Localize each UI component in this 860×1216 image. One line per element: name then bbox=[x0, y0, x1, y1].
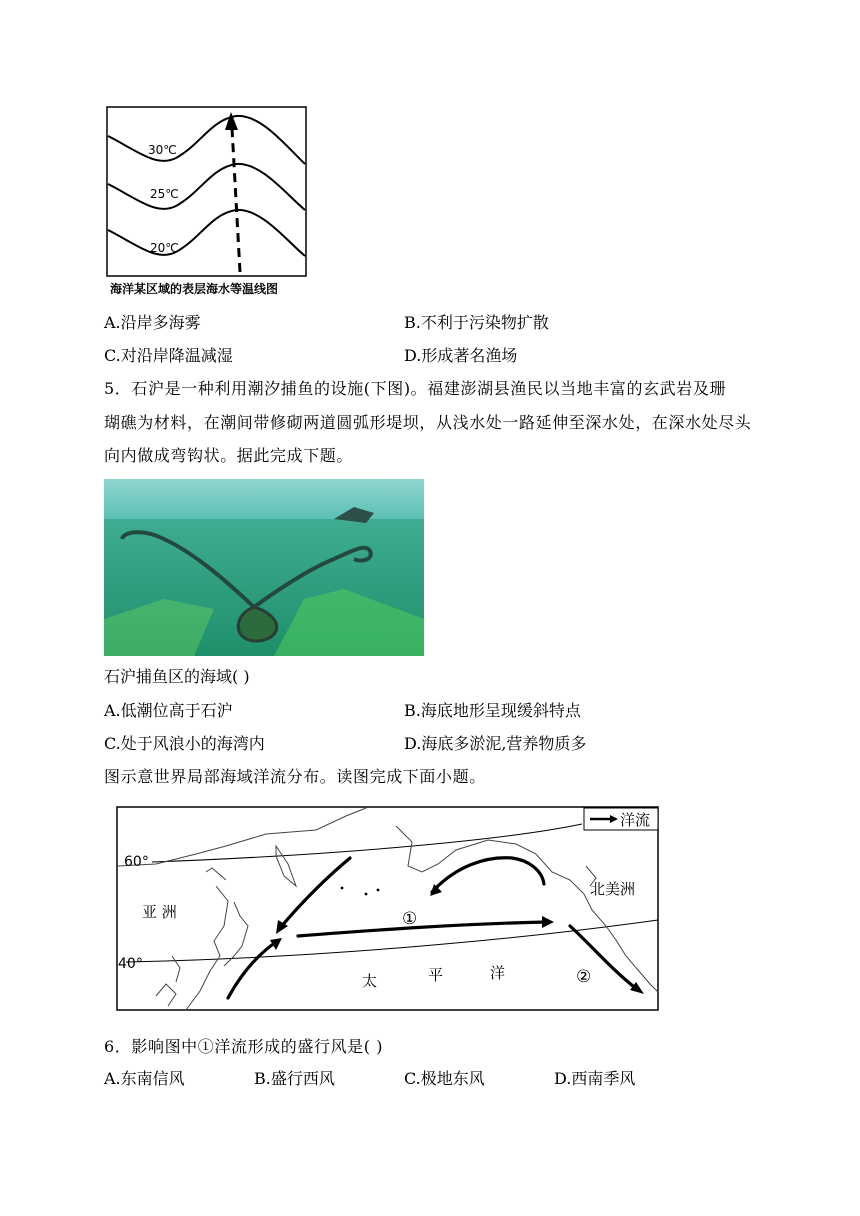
q6-stem: 6．影响图中①洋流形成的盛行风是( ) bbox=[104, 1037, 384, 1056]
q4-option-b: B.不利于污染物扩散 bbox=[404, 313, 549, 332]
q5-option-d: D.海底多淤泥,营养物质多 bbox=[404, 734, 587, 753]
isotherm-label-20: 20℃ bbox=[150, 241, 179, 255]
q5-intro-line1: 5．石沪是一种利用潮汐捕鱼的设施(下图)。福建澎湖县渔民以当地丰富的玄武岩及珊 bbox=[104, 379, 727, 398]
q5-stem: 石沪捕鱼区的海域( ) bbox=[104, 667, 250, 686]
isotherm-diagram bbox=[106, 106, 308, 300]
q4-option-a: A.沿岸多海雾 bbox=[104, 313, 201, 332]
q4-option-d: D.形成著名渔场 bbox=[404, 346, 518, 365]
current-1-label: ① bbox=[402, 909, 418, 929]
isotherm-label-30: 30℃ bbox=[148, 143, 177, 157]
q6-intro: 图示意世界局部海域洋流分布。读图完成下面小题。 bbox=[104, 767, 486, 786]
isotherm-label-25: 25℃ bbox=[150, 187, 179, 201]
legend-label: 洋流 bbox=[620, 811, 651, 829]
pacific-label-3: 洋 bbox=[490, 964, 506, 982]
q4-option-c: C.对沿岸降温减湿 bbox=[104, 346, 233, 365]
isotherm-figure bbox=[106, 106, 308, 300]
pacific-label-2: 平 bbox=[428, 966, 444, 984]
q6-option-b: B.盛行西风 bbox=[254, 1069, 335, 1088]
lat-40-label: 40° bbox=[118, 956, 143, 972]
q5-intro-line2: 瑚礁为材料，在潮间带修砌两道圆弧形堤坝，从浅水处一路延伸至深水处，在深水处尽头 bbox=[104, 413, 752, 432]
north-america-label: 北美洲 bbox=[590, 880, 636, 898]
q5-intro-line3: 向内做成弯钩状。据此完成下题。 bbox=[104, 446, 354, 465]
isotherm-caption: 海洋某区域的表层海水等温线图 bbox=[110, 282, 279, 296]
pacific-label-1: 太 bbox=[362, 972, 378, 990]
q5-option-c: C.处于风浪小的海湾内 bbox=[104, 734, 265, 753]
q6-option-a: A.东南信风 bbox=[104, 1069, 185, 1088]
stone-weir-photo bbox=[104, 479, 424, 656]
q5-option-b: B.海底地形呈现缓斜特点 bbox=[404, 701, 581, 720]
q6-option-c: C.极地东风 bbox=[404, 1069, 485, 1088]
asia-label: 亚 洲 bbox=[142, 903, 177, 921]
lat-60-label: 60° bbox=[124, 854, 149, 870]
current-2-label: ② bbox=[576, 967, 592, 987]
q5-option-a: A.低潮位高于石沪 bbox=[104, 701, 233, 720]
ocean-current-map bbox=[116, 806, 660, 1012]
q6-option-d: D.西南季风 bbox=[554, 1069, 636, 1088]
